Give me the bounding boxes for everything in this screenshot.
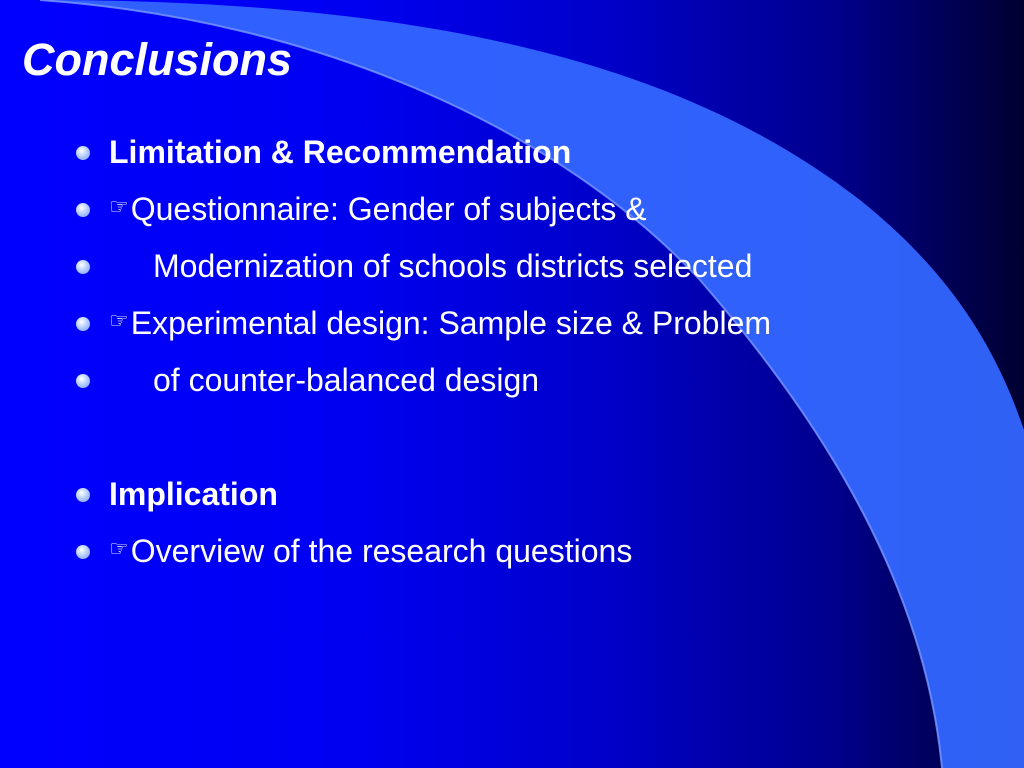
list-item <box>72 124 771 181</box>
bullet-dot-icon <box>76 545 90 559</box>
section-heading-implication: Implication <box>109 476 278 512</box>
bullet-item-text: of counter-balanced design <box>153 362 540 398</box>
bullet-item <box>109 191 647 228</box>
section-heading-limitation: Limitation & Recommendation <box>109 134 572 170</box>
slide-title: Conclusions <box>22 34 293 85</box>
bullet-item-text: Modernization of schools districts selected <box>153 248 753 284</box>
bullet-dot-icon <box>76 203 90 217</box>
bullet-item <box>109 533 632 570</box>
bullet-dot-icon <box>76 260 90 274</box>
pointing-hand-icon: ☞ <box>109 536 129 561</box>
bullet-list <box>72 124 771 580</box>
list-item <box>72 523 771 580</box>
bullet-dot-icon <box>76 317 90 331</box>
bullet-dot-icon <box>76 488 90 502</box>
bullet-item-text: Overview of the research questions <box>130 533 633 569</box>
bullet-dot-icon <box>76 374 90 388</box>
list-item <box>72 352 771 409</box>
list-item <box>72 295 771 352</box>
pointing-hand-icon: ☞ <box>109 308 129 333</box>
pointing-hand-icon: ☞ <box>109 194 129 219</box>
list-item <box>72 181 771 238</box>
bullet-item-text: Questionnaire: Gender of subjects & <box>130 191 647 227</box>
bullet-item-text: Experimental design: Sample size & Problem <box>130 305 772 341</box>
list-item <box>72 466 771 523</box>
bullet-item <box>109 305 771 342</box>
list-item <box>72 238 771 295</box>
bullet-dot-icon <box>76 146 90 160</box>
